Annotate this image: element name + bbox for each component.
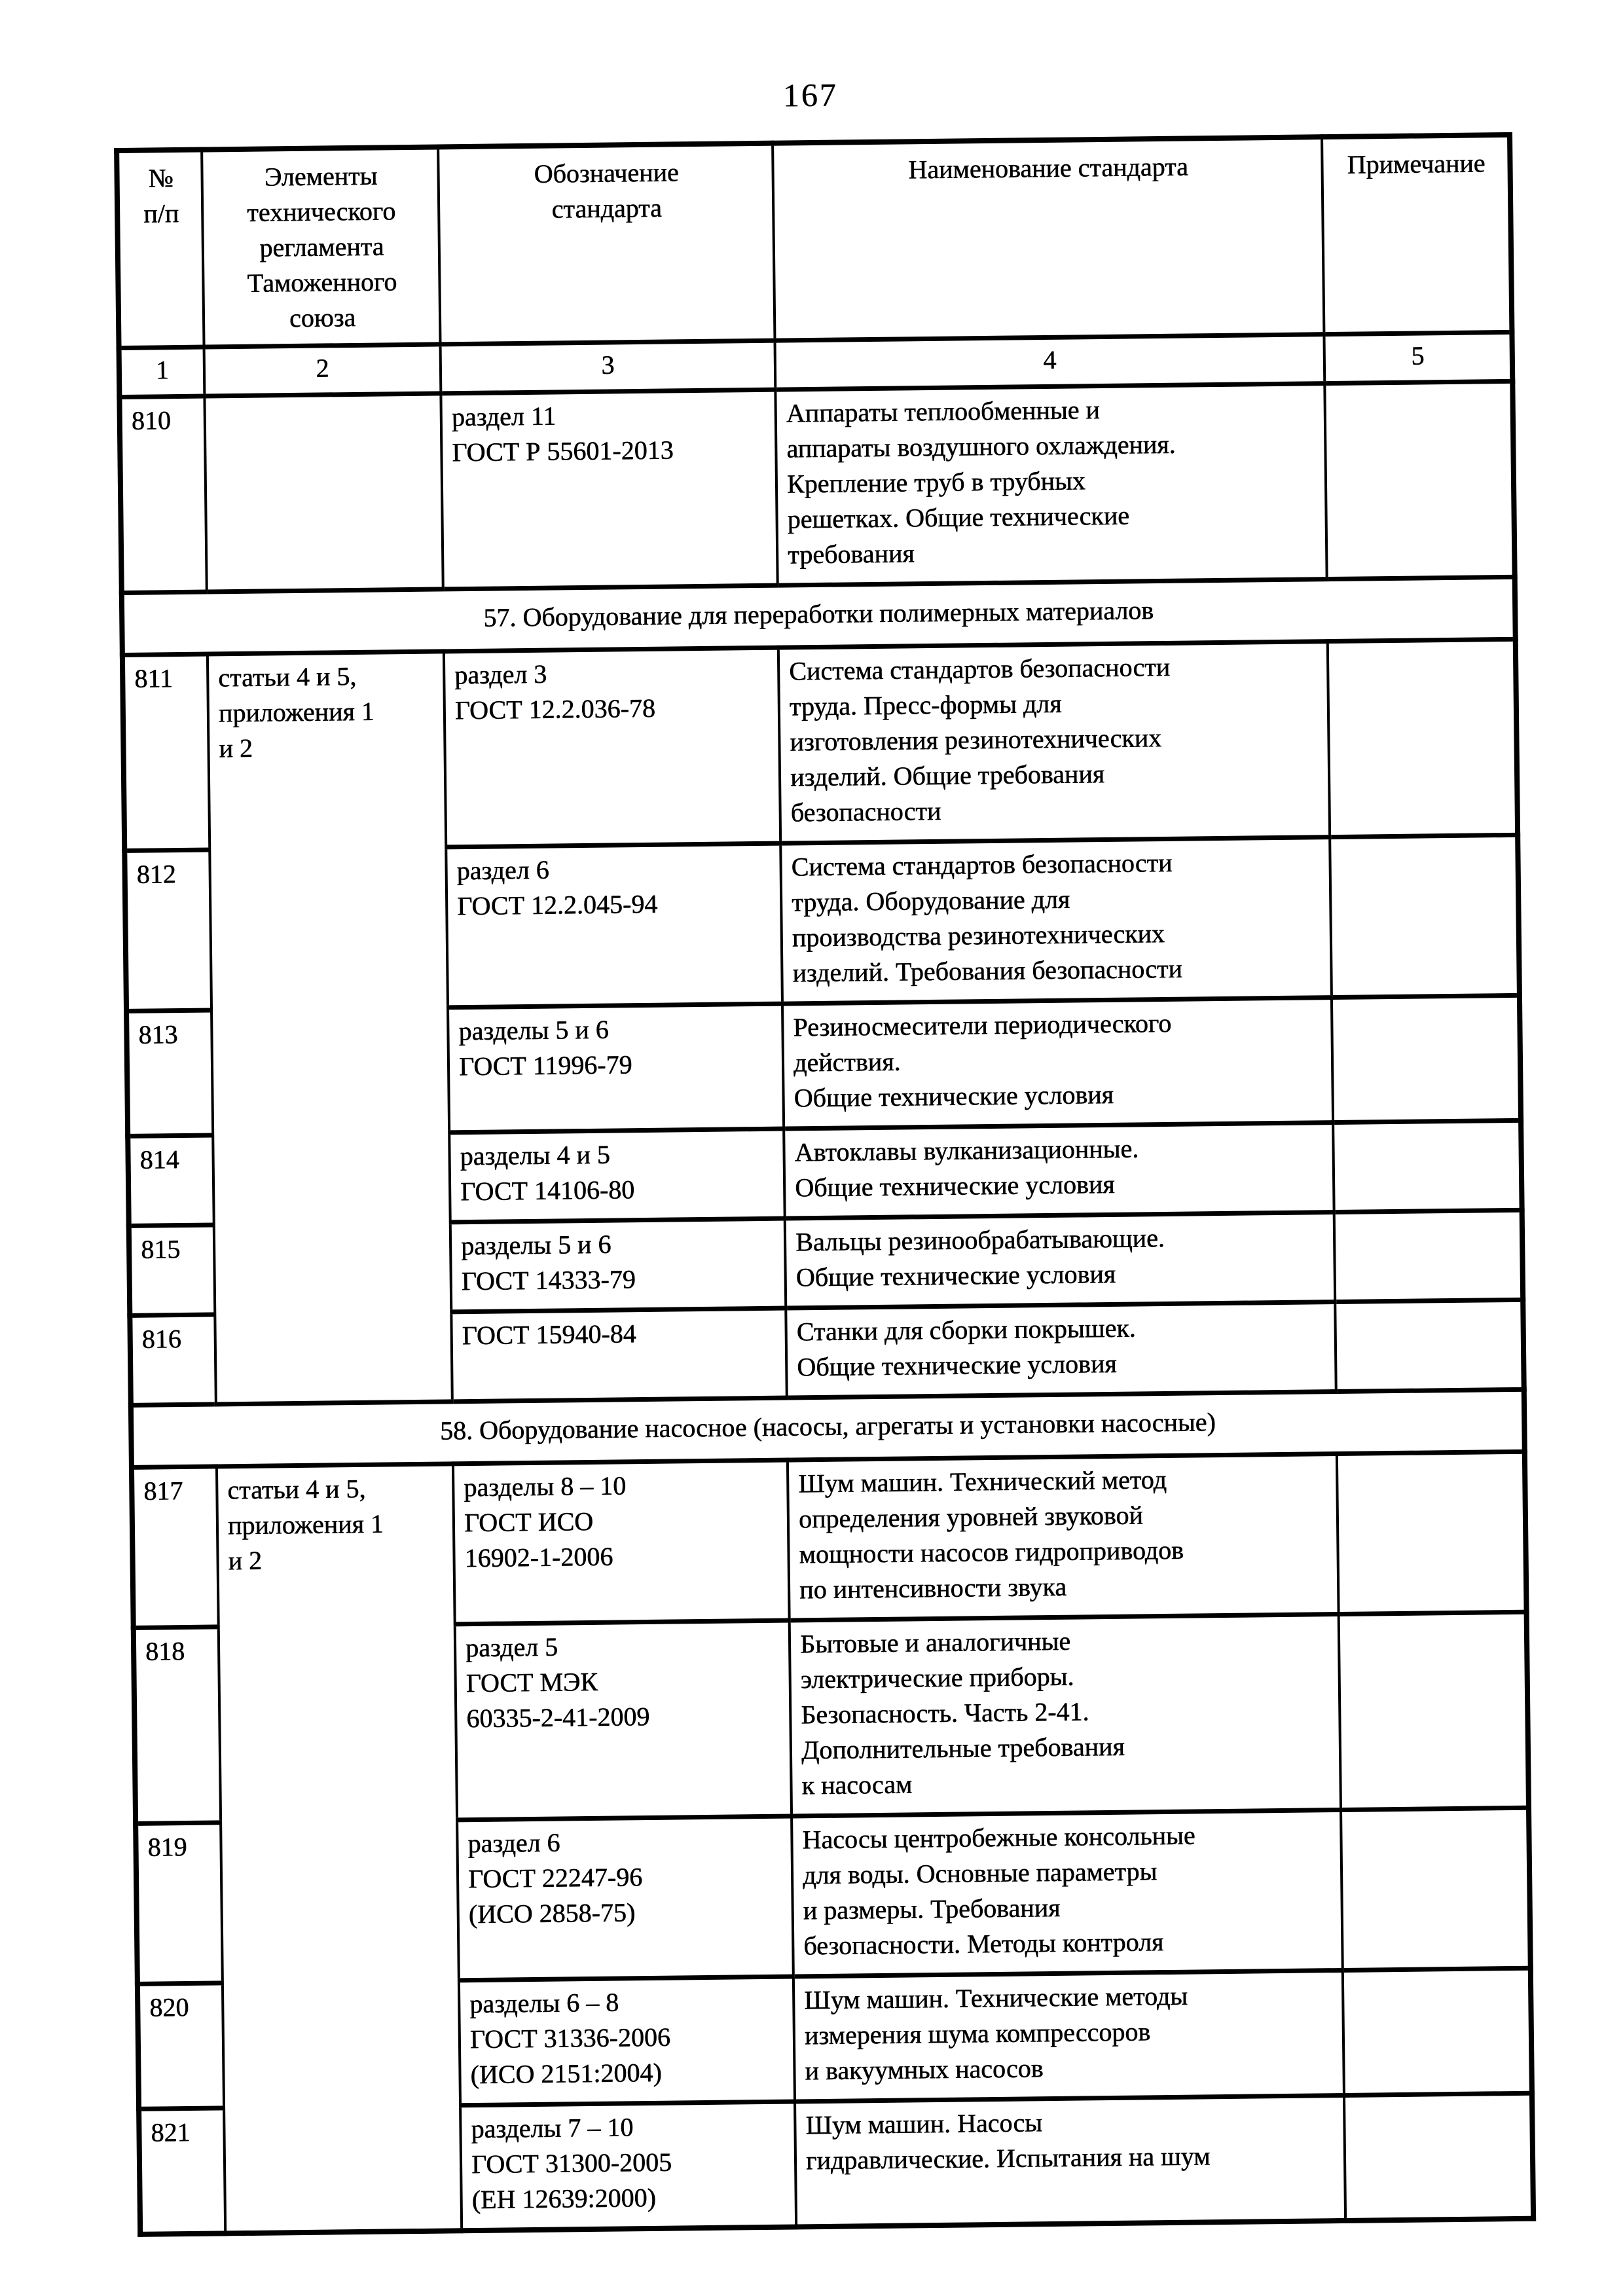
note-cell bbox=[1332, 995, 1521, 1122]
elements-cell: статьи 4 и 5, приложения 1 и 2 bbox=[208, 651, 452, 1404]
table-row-810 bbox=[119, 381, 1514, 592]
designation-cell: ГОСТ 15940-84 bbox=[451, 1308, 787, 1402]
header-designation-cell: Обозначение стандарта bbox=[438, 143, 775, 344]
header-name-cell: Наименование стандарта bbox=[773, 137, 1324, 340]
table-header-row bbox=[117, 135, 1512, 348]
note-cell bbox=[1341, 1808, 1531, 1970]
standard-name-cell: Автоклавы вулканизационные. Общие технические условия bbox=[784, 1123, 1334, 1219]
designation-cell: раздел 6 ГОСТ 12.2.045-94 bbox=[446, 843, 782, 1008]
standard-name-cell: Шум машин. Технический метод определения уровней звуковой мощности насосов гидроприводов по интенсивности звука bbox=[788, 1454, 1339, 1621]
standard-name-cell: Бытовые и аналогичные электрические приборы. Безопасность. Часть 2-41. Дополнительные требования к насосам bbox=[790, 1614, 1341, 1816]
standard-name-cell: Система стандартов безопасности труда. Оборудование для производства резинотехнических изделий. Требования безопасности bbox=[780, 837, 1332, 1004]
standard-name-cell: Система стандартов безопасности труда. Пресс-формы для изготовления резинотехнических изделий. Общие требования безопасности bbox=[778, 642, 1330, 843]
row-number-cell: 813 bbox=[126, 1010, 213, 1136]
row-number-cell: 814 bbox=[128, 1135, 214, 1226]
column-number-cell: 3 bbox=[441, 340, 776, 393]
page-number: 167 bbox=[782, 76, 839, 114]
note-cell bbox=[1334, 1210, 1523, 1302]
note-cell bbox=[1343, 1968, 1532, 2095]
note-cell bbox=[1335, 1300, 1524, 1391]
note-cell bbox=[1344, 2093, 1533, 2221]
row-number-cell: 821 bbox=[139, 2108, 225, 2234]
designation-cell: разделы 8 – 10 ГОСТ ИСО 16902-1-2006 bbox=[453, 1460, 790, 1624]
designation-cell: разделы 5 и 6 ГОСТ 11996-79 bbox=[448, 1004, 784, 1133]
column-number-cell: 4 bbox=[775, 335, 1324, 390]
note-cell bbox=[1339, 1612, 1529, 1810]
row-number-cell: 811 bbox=[122, 654, 210, 850]
note-cell bbox=[1337, 1451, 1527, 1614]
section-title: 57. Оборудование для переработки полимерных материалов bbox=[122, 577, 1516, 655]
designation-cell: раздел 6 ГОСТ 22247-96 (ИСО 2858-75) bbox=[457, 1816, 793, 1980]
standard-name-cell: Шум машин. Технические методы измерения шума компрессоров и вакуумных насосов bbox=[793, 1970, 1344, 2102]
designation-cell: разделы 5 и 6 ГОСТ 14333-79 bbox=[450, 1218, 786, 1312]
note-cell bbox=[1330, 835, 1520, 997]
note-cell bbox=[1324, 381, 1514, 579]
row-number-cell: 815 bbox=[129, 1225, 215, 1315]
designation-cell: разделы 6 – 8 ГОСТ 31336-2006 (ИСО 2151:2004) bbox=[459, 1977, 795, 2105]
row-number-cell: 816 bbox=[130, 1315, 216, 1405]
elements-cell bbox=[204, 393, 443, 592]
header-elements-cell: Элементы технического регламента Таможенного союза bbox=[202, 147, 440, 347]
designation-cell: разделы 7 – 10 ГОСТ 31300-2005 (ЕН 12639:2000) bbox=[460, 2102, 796, 2231]
row-number-cell: 812 bbox=[124, 850, 211, 1011]
standards-table bbox=[114, 132, 1536, 2237]
standard-name-cell: Насосы центробежные консольные для воды. Основные параметры и размеры. Требования безопасности. Методы контроля bbox=[792, 1810, 1343, 1977]
row-number-cell: 810 bbox=[119, 396, 206, 592]
header-note-cell: Примечание bbox=[1322, 135, 1512, 335]
note-cell bbox=[1328, 639, 1518, 837]
row-number-cell: 818 bbox=[134, 1627, 221, 1823]
standard-name-cell: Резиносмесители периодического действия. Общие технические условия bbox=[782, 998, 1333, 1129]
table-row-811 bbox=[122, 639, 1518, 850]
standard-name-cell: Шум машин. Насосы гидравлические. Испытания на шум bbox=[795, 2095, 1345, 2227]
standard-name-cell: Станки для сборки покрышек. Общие технические условия bbox=[786, 1302, 1336, 1398]
designation-cell: раздел 5 ГОСТ МЭК 60335-2-41-2009 bbox=[455, 1620, 792, 1820]
designation-cell: разделы 4 и 5 ГОСТ 14106-80 bbox=[449, 1129, 785, 1222]
row-number-cell: 817 bbox=[132, 1467, 219, 1628]
section-title: 58. Оборудование насосное (насосы, агрегаты и установки насосные) bbox=[131, 1389, 1525, 1467]
column-number-cell: 1 bbox=[119, 347, 205, 397]
column-number-cell: 2 bbox=[204, 344, 441, 396]
row-number-cell: 820 bbox=[137, 1983, 224, 2109]
row-number-cell: 819 bbox=[136, 1823, 223, 1984]
standard-name-cell: Аппараты теплообменные и аппараты воздушного охлаждения. Крепление труб в трубных решетках. Общие технические требования bbox=[775, 384, 1326, 585]
standard-name-cell: Вальцы резинообрабатывающие. Общие технические условия bbox=[785, 1212, 1336, 1309]
header-num-cell: № п/п bbox=[117, 150, 204, 348]
table-row-817 bbox=[132, 1451, 1527, 1628]
column-number-cell: 5 bbox=[1324, 332, 1512, 383]
designation-cell: раздел 11 ГОСТ Р 55601-2013 bbox=[441, 390, 777, 589]
designation-cell: раздел 3 ГОСТ 12.2.036-78 bbox=[444, 647, 780, 847]
note-cell bbox=[1333, 1120, 1522, 1212]
elements-cell: статьи 4 и 5, приложения 1 и 2 bbox=[217, 1464, 462, 2234]
